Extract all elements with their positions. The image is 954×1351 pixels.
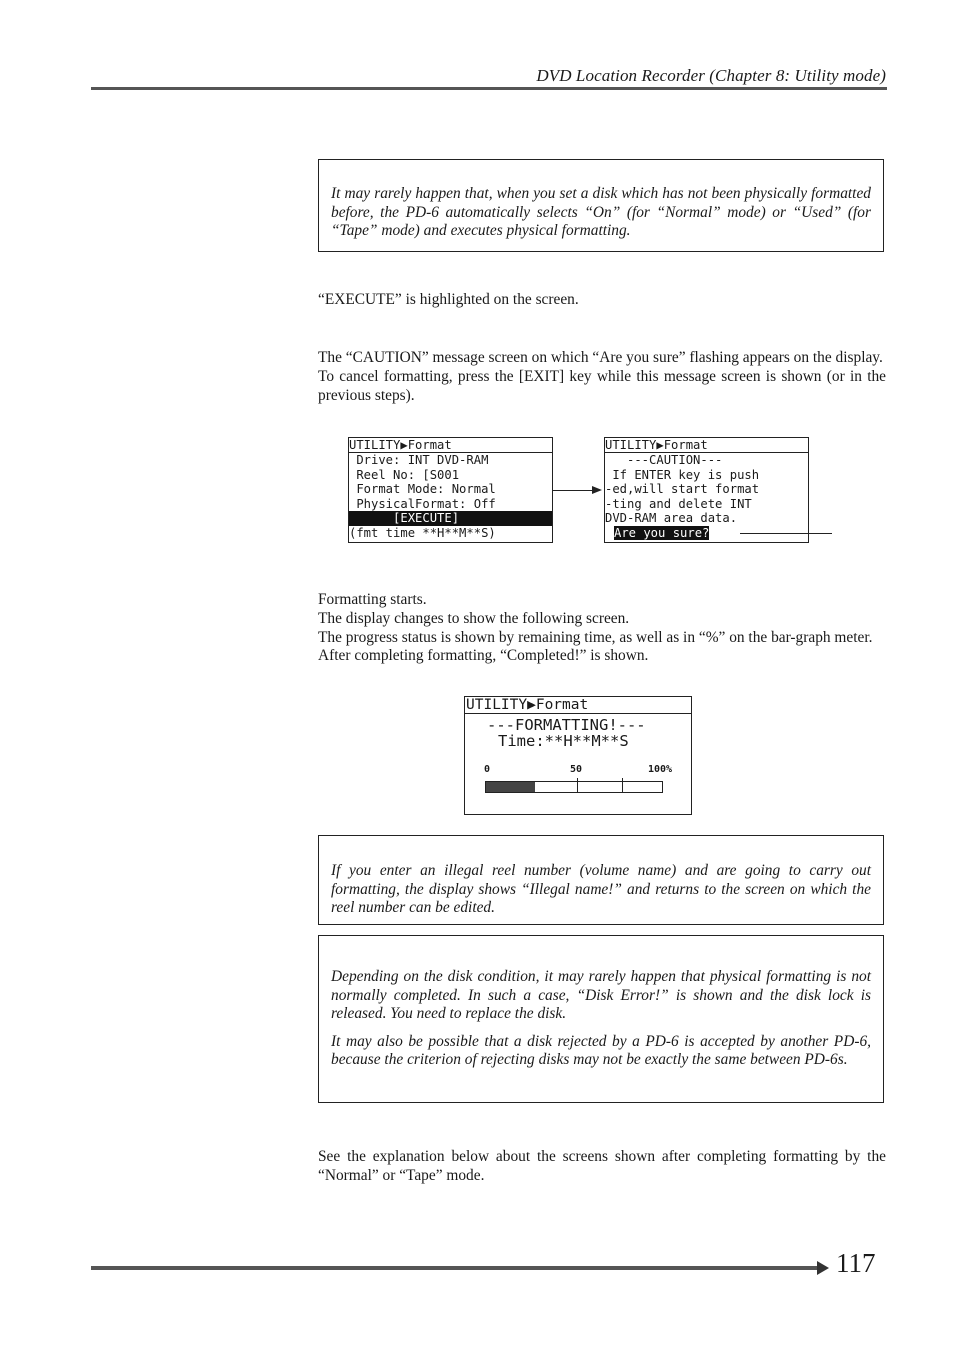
lcd-progress-screen [464,696,692,815]
note-para-2: It may also be possible that a disk rejected by a PD-6 is accepted by another PD-6, because the criterion of rejecting disks may not be exactly the same between PD-6s. [331,1032,871,1069]
lcd-line-reel: Reel No: [S001 [349,467,460,482]
step-after-text [318,1148,886,1186]
formatting-line-1: Formatting starts. [318,591,427,608]
page-number: 117 [836,1248,876,1278]
lcd-line-mode: Format Mode: Normal [349,482,496,496]
progress-bar-track [485,781,663,793]
lcd-formatting-heading: ---FORMATTING!--- [487,716,646,734]
callout-line [740,533,832,534]
lcd-format-screen [348,437,553,543]
lcd-fmt-time: (fmt time **H**M**S) [349,525,496,540]
note-para-1: Depending on the disk condition, it may rarely happen that physical formatting is not normally completed. In such a case, “Disk Error!” is shown and the disk lock is released. You need to replace the disk. [331,968,871,1023]
after-line: See the explanation below about the screens shown after completing formatting by the “Normal” or “Tape” mode. [318,1148,886,1184]
connector-line [553,490,597,491]
lcd-title: UTILITY▶Format [605,438,808,453]
step-formatting-text [318,591,886,666]
note-text: If you enter an illegal reel number (volume name) and are going to carry out formatting, the display shows “Illegal name!” and returns to the screen on which the reel number can be edited. [331,862,871,917]
lcd-title: UTILITY▶Format [465,697,691,714]
formatting-line-4: After completing formatting, “Completed!” is shown. [318,647,649,665]
lcd-caution-line-3: -ting and delete INT [605,496,752,511]
lcd-caution-line-2: -ed,will start format [605,482,760,496]
lcd-are-you-sure: Are you sure? [614,525,710,540]
lcd-caution-line-1: If ENTER key is push [605,467,760,482]
progress-tick-50 [577,778,578,792]
scale-label-mid: 50 [570,764,583,775]
lcd-title: UTILITY▶Format [349,438,552,453]
note-box-disk-error [318,935,884,1103]
step-execute-line: “EXECUTE” is highlighted on the screen. [318,291,579,308]
arrow-right-icon [592,486,602,494]
formatting-line-2: The display changes to show the following screen. [318,609,630,627]
note-box-physical-format [318,159,884,252]
lcd-time-remaining: Time:**H**M**S [498,732,629,750]
footer-rule [91,1266,821,1270]
scale-label-start: 0 [484,764,491,775]
page-arrow-icon [817,1261,829,1275]
note-box-illegal-name [318,835,884,925]
caution-line-1: The “CAUTION” message screen on which “Are you sure” flashing appears on the display. [318,349,883,366]
lcd-execute-highlight: [EXECUTE] [349,511,552,526]
lcd-line-drive: Drive: INT DVD-RAM [349,453,489,467]
note-text: It may rarely happen that, when you set a disk which has not been physically formatted before, the PD-6 automatically selects “On” (for “Normal” mode) or “Used” (for “Tape” mode) and executes physical formatting. [331,185,871,240]
scale-label-end: 100% [648,764,673,775]
lcd-caution-heading: ---CAUTION--- [605,453,723,467]
header-rule [91,87,887,90]
lcd-caution-line-4: DVD-RAM area data. [605,511,738,525]
lcd-line-physical: PhysicalFormat: Off [349,496,496,511]
progress-bar-fill [486,782,535,792]
running-header: DVD Location Recorder (Chapter 8: Utility mode) [536,66,886,85]
formatting-line-3: The progress status is shown by remaining time, as well as in “%” on the bar-graph meter. [318,628,873,646]
progress-tick-75 [622,778,623,792]
caution-line-2: To cancel formatting, press the [EXIT] key while this message screen is shown (or in the previous steps). [318,367,886,404]
lcd-caution-screen [604,437,809,543]
step-caution-text [318,349,886,405]
step-execute-text [318,291,886,310]
